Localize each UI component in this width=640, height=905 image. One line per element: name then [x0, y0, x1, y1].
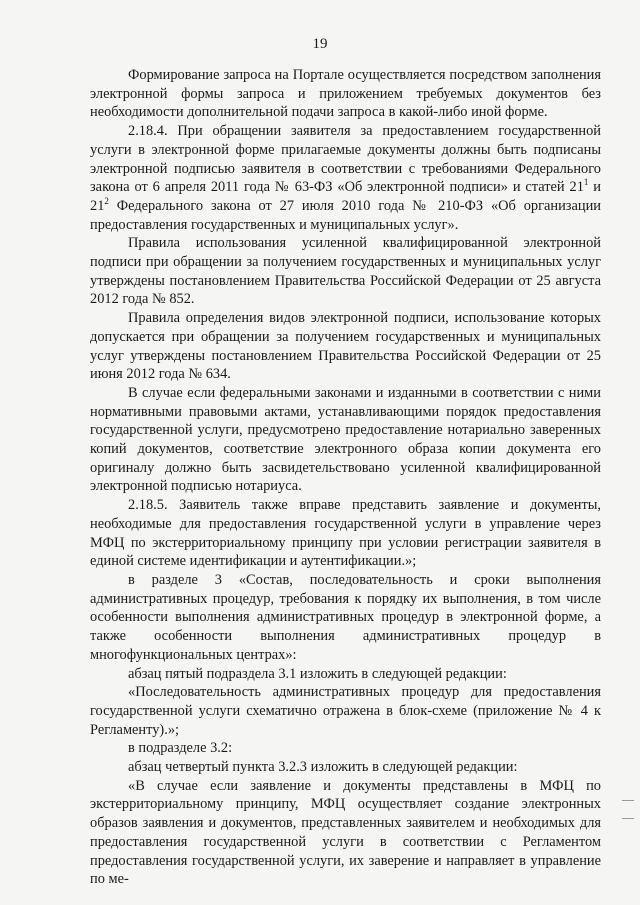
superscript: 2	[104, 196, 109, 207]
scan-edge-mark	[622, 800, 634, 801]
paragraph: 2.18.5. Заявитель также вправе представить заявление и документы, необходимые для предоставления государственной услуги в управление через МФЦ по экстерриториальному принципу при условии регистрации заявителя в единой системе идентификации и аутентификации.»;	[90, 497, 601, 570]
paragraph: Формирование запроса на Портале осуществляется посредством заполнения электронной формы запроса и приложением требуемых документов без необходимости дополнительной подачи запроса в какой-либо иной форме.	[90, 67, 601, 121]
paragraph: абзац пятый подраздела 3.1 изложить в следующей редакции:	[128, 665, 507, 682]
law-article-number: 21	[569, 179, 584, 196]
paragraph-text: Федерального закона от 27 июля 2010 года № 210-ФЗ «Об организации предоставления государственных и муниципальных услуг».	[90, 197, 601, 233]
paragraph: Правила использования усиленной квалифицированной электронной подписи при обращении за получением государственных и муниципальных услуг утверждены постановлением Правительства Российской Федерации от 25 августа 2012 года № 852.	[90, 235, 601, 308]
paragraph-text: 2.18.4. При обращении заявителя за предоставлением государственной услуги в электронной форме прилагаемые документы должны быть подписаны электронной подписью заявителя в соответствии с требованиями Федерального закона от 6 апреля 2011 года № 63-ФЗ «Об электронной подписи» и статей	[90, 123, 601, 196]
paragraph: в разделе 3 «Состав, последовательность и сроки выполнения административных процедур, требования к порядку их выполнения, в том числе особенности выполнения административных процедур в электронной форме, а также особенности выполнения административных процедур в многофункциональных центрах»:	[90, 571, 601, 663]
paragraph: «В случае если заявление и документы представлены в МФЦ по экстерриториальному принципу, МФЦ осуществляет создание электронных образов заявления и документов, представленных заявителем и необходимых для предоставления государственной услуги в соответствии с Регламентом предоставления государственной услуги, их заверение и направляет в управление по ме-	[90, 777, 601, 888]
scan-edge-mark	[622, 818, 634, 819]
paragraph	[90, 122, 601, 234]
page-number: 19	[312, 36, 328, 52]
paragraph: «Последовательность административных процедур для предоставления государственной услуги схематично отражена в блок-схеме (приложение № 4 к Регламенту).»;	[90, 684, 601, 738]
paragraph: В случае если федеральными законами и изданными в соответствии с ними нормативными правовыми актами, устанавливающими порядок предоставления государственной услуги, предусмотрено предоставление нотариально заверенных копий документов, соответствие электронного образа копии документа его оригиналу должно быть засвидетельствовано усиленной квалифицированной электронной подписью нотариуса.	[90, 384, 601, 495]
paragraph: Правила определения видов электронной подписи, использование которых допускается при обращении за получением государственных и муниципальных услуг утверждены постановлением Правительства Российской Федерации от 25 июня 2012 года № 634.	[90, 310, 601, 383]
conjunction: и	[593, 179, 601, 196]
superscript: 1	[583, 177, 589, 188]
paragraph: абзац четвертый пункта 3.2.3 изложить в следующей редакции:	[128, 759, 518, 776]
law-article-number: 21	[90, 197, 105, 214]
paragraph: в подразделе 3.2:	[128, 740, 233, 757]
document-body	[90, 66, 601, 889]
